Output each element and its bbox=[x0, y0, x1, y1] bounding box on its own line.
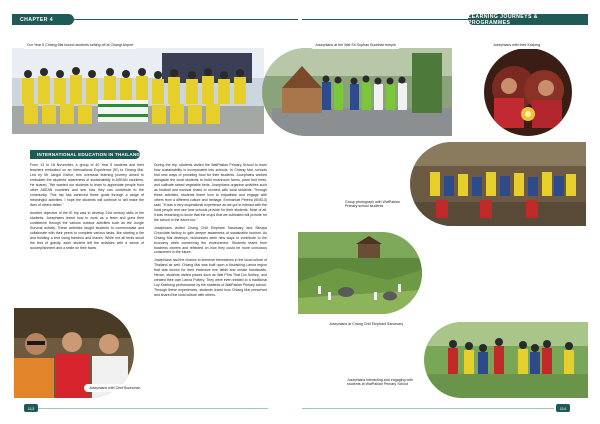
article-column-2 bbox=[154, 163, 267, 301]
article-title: INTERNATIONAL EDUCATION IN THAILAND bbox=[30, 150, 140, 159]
footer-rule-left bbox=[38, 408, 268, 409]
elephant-photo bbox=[298, 232, 422, 314]
paragraph: Another objective of the IE trip was to develop 21st century skills in the students. Josephians learnt how to work as a team and grew their confidence through the various outdoor activities such as the Jungle Survival activity. These activities taught students to communicate and collaborate with their peers to complete various tasks, like starting a fire and building a tent using bamboo and leaves. While not all tents stood the test of gravity, each student left the activities with a sense of accomplishment and a smile on their faces. bbox=[30, 210, 144, 250]
header-rule-right bbox=[302, 19, 468, 20]
section-header-label: LEARNING JOURNEYS & PROGRAMMES bbox=[468, 13, 538, 26]
school-group-photo bbox=[410, 142, 586, 226]
kratong-caption: Josephians with their Kratong bbox=[488, 41, 545, 49]
engaging-caption: Josephians interacting and engaging with students at WatPaklan Primary School bbox=[342, 376, 426, 389]
elephant-caption: Josephians at Chang Chill Elephant Sanctuary bbox=[324, 320, 408, 328]
engaging-photo bbox=[424, 322, 588, 398]
chapter-label: CHAPTER 4 bbox=[20, 16, 53, 23]
paragraph: From 13 to 18 November, a group of 40 Year 5 students and their teachers embarked on an International Experience (IE) to Chiang Mai. Led by Mr Jangid Kishor, this overseas learning journey aimed to embolden the students' awareness of sustainability in ASEAN countries. He shared, "We wanted our students to learn to appreciate people from other ASEAN countries and see how they can contribute to the community. This trip has achieved these goals through a range of meaningful activities. I hope the students will continue to will make the lives of others better." bbox=[30, 163, 144, 207]
temple-caption: Josephians at the Wat Sri Suphan Buddhist temple bbox=[310, 41, 401, 49]
section-header bbox=[468, 14, 588, 25]
article-column-1 bbox=[30, 163, 144, 253]
header-rule-left bbox=[74, 19, 298, 20]
school-group-caption: Group photograph with WatPaklan Primary school students bbox=[340, 198, 412, 211]
paragraph: Josephians had the chance to immerse themselves in the local culture of Thailand as well. Chiang Mai was built upon a flourishing Lanna region that was known for their extensive rice fields and ornate handicrafts. Hence, students visited places such as Wat Phra That Doi Suthep, and created their own Lanna Pottery. They were even treated to a traditional Loy Krathong performance by the students of WatPaklan Primary school. Through these experiences, students learnt how Chiang Mai preserved and shared the local culture with others. bbox=[154, 258, 267, 298]
page-number-right: 114 bbox=[556, 404, 570, 412]
paragraph: During the trip, students visited the WatPaklan Primary School to learn how sustainability is incorporated into schools. In Chiang Mai, schools find new ways of providing food for their students. Josephians worked alongside the local students to build mushroom farms, plant fruit trees, and cultivate raised vegetable beds. Josephians organise activities such as football and musical chairs to connect with local students. Through these activities, students learnt how to empathise and engage with others from a different culture and heritage. Emmanuel Pereira (5NS13) said, "It was a very inspirational experience as we got to interact with the local people and see how schools provide for their students. Most of all, it was rewarding to know that the crops that we cultivated will provide for the school in the future too." bbox=[154, 163, 267, 222]
chapter-header bbox=[12, 14, 74, 25]
airport-caption: Our Year 5 Chiang Mai bound students setting off at Changi Airport bbox=[22, 41, 138, 49]
chef-caption: Josephians with Chef Boonchan bbox=[84, 384, 145, 392]
page-number-left: 113 bbox=[24, 404, 38, 412]
kratong-photo bbox=[484, 48, 572, 136]
footer-rule-right bbox=[302, 408, 554, 409]
temple-photo bbox=[262, 48, 452, 136]
paragraph: Josephians visited Chang Chill Elephant Sanctuary and Simaya Chocolate factory to gain deeper awareness of sustainable tourism. As Chiang Mai develops, businesses seek new ways to contribute to the economy while conserving the environment. Students learnt from business owners and reflected on how they could be more conscious consumers in the future. bbox=[154, 225, 267, 255]
airport-group-photo bbox=[12, 48, 264, 134]
